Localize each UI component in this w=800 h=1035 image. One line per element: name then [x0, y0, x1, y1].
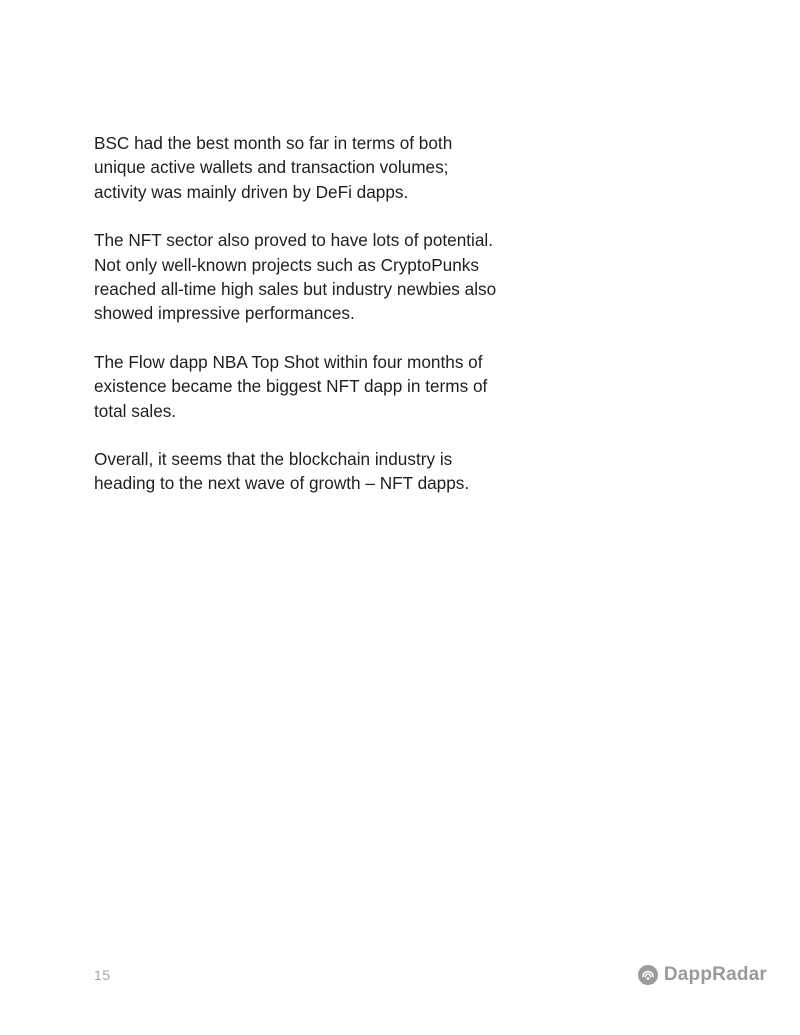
page-number: 15	[94, 967, 111, 983]
brand-name: DappRadar	[663, 964, 767, 985]
paragraph-nft-sector: The NFT sector also proved to have lots of potential. Not only well-known projects such as CryptoPunks reached all-time high sales but industry newbies also showed impressive performances.	[94, 230, 497, 324]
dappradar-logo-icon	[637, 964, 659, 986]
paragraph-nba-top-shot: The Flow dapp NBA Top Shot within four months of existence became the biggest NFT dapp in terms of total sales.	[94, 351, 488, 421]
brand-logo	[637, 964, 767, 986]
paragraph-overall: Overall, it seems that the blockchain industry is heading to the next wave of growth – NFT dapps.	[94, 449, 470, 494]
paragraph-bsc: BSC had the best month so far in terms of both unique active wallets and transaction volumes; activity was mainly driven by DeFi dapps.	[94, 133, 453, 202]
document-body	[94, 131, 524, 520]
